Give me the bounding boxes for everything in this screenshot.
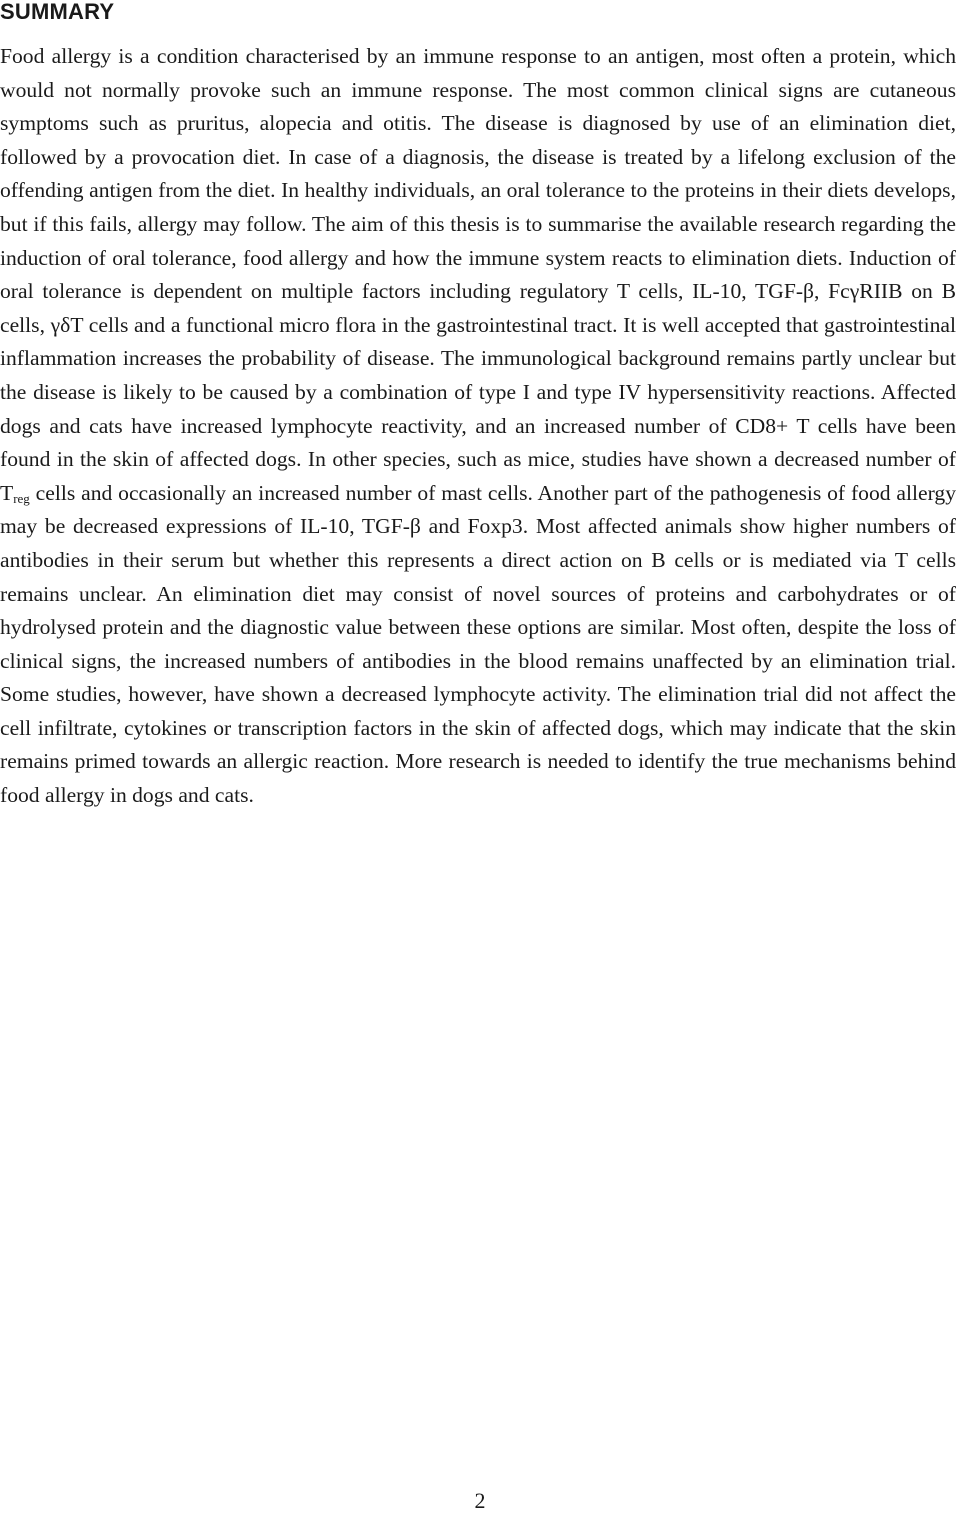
- section-heading: SUMMARY: [0, 0, 115, 24]
- summary-text-part-1: Food allergy is a condition characterised by an immune response to an antigen, most often a protein, which would not normally provoke such an immune response. The most common clinical signs are cutaneous symptoms such as pruritus, alopecia and otitis. The disease is diagnosed by use of an elimination diet, followed by a provocation diet. In case of a diagnosis, the disease is treated by a lifelong exclusion of the offending antigen from the diet. In healthy individuals, an oral tolerance to the proteins in their diets develops, but if this fails, allergy may follow. The aim of this thesis is to summarise the available research regarding the induction of oral tolerance, food allergy and how the immune system reacts to elimination diets. Induction of oral tolerance is dependent on multiple factors including regulatory T cells, IL-10, TGF-β, FcγRIIB on B cells, γδT cells and a functional micro flora in the gastrointestinal tract. It is well accepted that gastrointestinal inflammation increases the probability of disease. The immunological background remains partly unclear but the disease is likely to be caused by a combination of type I and type IV hypersensitivity reactions. Affected dogs and cats have increased lymphocyte reactivity, and an increased number of CD8+ T cells have been found in the skin of affected dogs. In other species, such as mice, studies have shown a decreased number of T: [0, 44, 956, 505]
- summary-text-part-2: cells and occasionally an increased number of mast cells. Another part of the pathogenesis of food allergy may be decreased expressions of IL-10, TGF-β and Foxp3. Most affected animals show higher numbers of antibodies in their serum but whether this represents a direct action on B cells or is mediated via T cells remains unclear. An elimination diet may consist of novel sources of proteins and carbohydrates or of hydrolysed protein and the diagnostic value between these options are similar. Most often, despite the loss of clinical signs, the increased numbers of antibodies in the blood remains unaffected by an elimination trial. Some studies, however, have shown a decreased lymphocyte activity. The elimination trial did not affect the cell infiltrate, cytokines or transcription factors in the skin of affected dogs, which may indicate that the skin remains primed towards an allergic reaction. More research is needed to identify the true mechanisms behind food allergy in dogs and cats.: [0, 480, 956, 808]
- summary-paragraph: [0, 40, 956, 813]
- page-number: 2: [474, 1488, 486, 1513]
- treg-subscript: reg: [13, 490, 30, 506]
